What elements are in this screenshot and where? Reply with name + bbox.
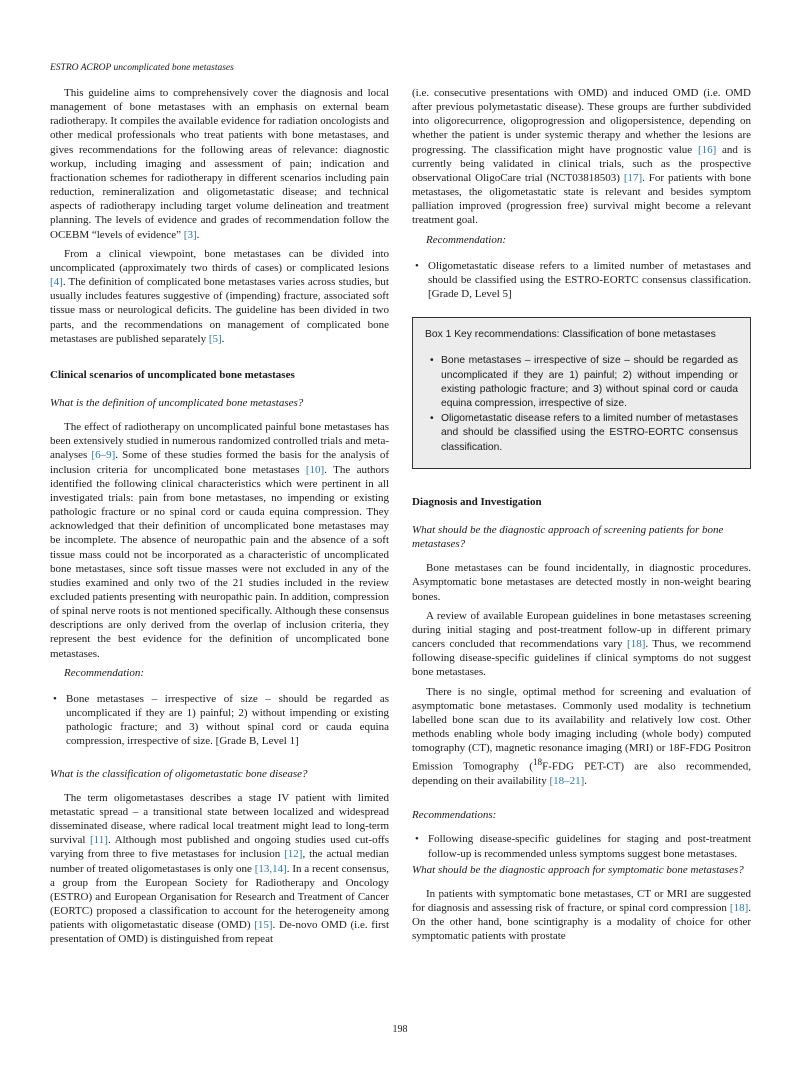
citation-link[interactable]: [13,14]	[254, 862, 287, 875]
section-heading: Clinical scenarios of uncomplicated bone metastases	[50, 368, 295, 381]
key-recommendations-box	[412, 317, 751, 469]
paragraph: There is no single, optimal method for screening and evaluation of asymptomatic bone metastases. Commonly used modality is technetium labelled bone scan due to its availability and relatively low cost. Other methods enabling whole body imaging including (whole body) computed tomography (CT), magnetic resonance imaging (MRI) or 18F-FDG Positron Emission Tomography ($^{18}$F-FDG PET-CT) are also recommended, depending on their availability [18–21].	[412, 685, 751, 788]
question-heading: What should be the diagnostic approach for symptomatic bone metastases?	[412, 863, 744, 876]
question-heading: What should be the diagnostic approach of screening patients for bone metastases?	[412, 523, 724, 551]
recommendation-item: • Oligometastatic disease refers to a limited number of metastases and should be classified using the ESTRO-EORTC consensus classification. [Grade D, Level 5]	[428, 259, 751, 301]
recommendation-list	[50, 692, 389, 749]
box-item: • Bone metastases – irrespective of size – should be regarded as uncomplicated if they are 1) painful; 2) without impending or existing pathologic fracture; and 3) without spinal cord or cauda equina compression, irrespective of size.	[441, 354, 738, 411]
citation-link[interactable]: [15]	[254, 919, 273, 932]
right-column	[412, 86, 751, 949]
left-column	[50, 86, 389, 951]
question-heading: What is the definition of uncomplicated bone metastases?	[50, 396, 304, 409]
citation-link[interactable]: [11]	[90, 834, 108, 847]
recommendation-label: Recommendation:	[64, 666, 145, 679]
citation-link[interactable]: [10]	[305, 463, 325, 476]
question-heading: What is the classification of oligometastatic bone disease?	[50, 767, 308, 780]
recommendations-label: Recommendations:	[412, 809, 497, 822]
paragraph: Bone metastases can be found incidentally, in diagnostic procedures. Asymptomatic bone metastases are detected mostly in non-weight bearing bones.	[412, 562, 751, 603]
paragraph: From a clinical viewpoint, bone metastases can be divided into uncomplicated (approximately two thirds of cases) or complicated lesions [4]. The definition of complicated bone metastases varies across studies, but usually includes features suggestive of (impending) fracture, associated soft tissue mass or neurological deficits. The guideline has been divided in two parts, and the recommendations on management of complicated bone metastases are published separately [5].	[50, 247, 389, 345]
paragraph: In patients with symptomatic bone metastases, CT or MRI are suggested for diagnosis and assessing risk of fracture, or spinal cord compression [18]. On the other hand, bone scintigraphy is a modality of choice for other symptomatic patients with prostate	[412, 887, 751, 943]
page-number: 198	[392, 1024, 408, 1035]
recommendation-list	[412, 259, 751, 301]
citation-link[interactable]: [17]	[623, 171, 643, 184]
paragraph: The effect of radiotherapy on uncomplicated painful bone metastases has been extensively studied in numerous randomized controlled trials and meta-analyses [6–9]. Some of these studies formed the basis for the analysis of inclusion criteria for uncomplicated bone metastases [10]. The authors identified the following clinical characteristics which were pertinent in all investigated trials: pain from bone metastases, no impending or existing pathologic fracture or no spinal cord or cauda equina compression. They acknowledged that their definition of uncomplicated bone metastases may be incomplete. The absence of neuropathic pain and the absence of a soft tissue mass could not be incorporated as a characteristic of uncomplicated bone metastases, since soft tissue masses were not excluded in any of the studies examined and only two of the 21 studies included in the review excluded patients presenting with neuropathic pain. In addition, compression of spinal nerve roots is not mentioned specifically. Although these consensus descriptions are only derived from the overlap of inclusion criteria, they represent the best evidence for the definition of uncomplicated bone metastases.	[50, 421, 390, 660]
citation-link[interactable]: [12]	[284, 848, 303, 861]
citation-link[interactable]: [18]	[729, 902, 749, 915]
superscript: 18	[532, 757, 543, 768]
recommendation-item: • Bone metastases – irrespective of size – should be regarded as uncomplicated if they are 1) painful; 2) without impending or existing pathologic fracture; and 3) without spinal cord or cauda equina compression, irrespective of size. [Grade B, Level 1]	[66, 692, 389, 749]
paragraph: (i.e. consecutive presentations with OMD) and induced OMD (i.e. OMD after previous polymetastatic disease). These groups are further subdivided into oligorecurrence, oligoprogression and oligopersistence, depending on whether the patient is under systemic therapy and whether the lesions are progressing. The classification might have prognostic value [16] and is currently being validated in clinical trials, such as the prospective observational OligoCare trial (NCT03818503) [17]. For patients with bone metastases, the oligometastatic state is relevant and besides symptom palliation improved (progression free) survival might become a relevant treatment goal.	[412, 87, 752, 227]
paragraph: A review of available European guidelines in bone metastases screening during initial staging and post-treatment follow-up in different primary cancers concluded that recommendations vary [18]. Thus, we recommend following disease-specific guidelines if clinical symptoms do not suggest bone metastases.	[412, 609, 751, 679]
box-title: Box 1 Key recommendations: Classification of bone metastases	[425, 329, 716, 341]
citation-link[interactable]: [6–9]	[91, 449, 116, 462]
citation-link[interactable]: [18]	[627, 638, 646, 651]
paragraph: This guideline aims to comprehensively cover the diagnosis and local management of bone metastases with an emphasis on external beam radiotherapy. It compiles the available evidence for radiation oncologists and other medical professionals who treat patients with bone metastases, and gives recommendations for the following areas of relevance: diagnostic workup, including imaging and assessment of pain; indication and fractionation schemes for radiotherapy in different scenarios including pain reduction, remineralization and oligometastatic disease; and technical aspects of radiotherapy including target volume delineation and treatment planning. The levels of evidence and grades of recommendation follow the OCEBM “levels of evidence” [3].	[50, 87, 389, 241]
box-list	[425, 354, 738, 454]
citation-link[interactable]: [5]	[208, 332, 222, 345]
citation-link[interactable]: [4]	[50, 276, 63, 289]
recommendation-list	[412, 832, 751, 860]
recommendation-label: Recommendation:	[426, 233, 507, 246]
citation-link[interactable]: [18–21]	[549, 775, 585, 788]
citation-link[interactable]: [3]	[183, 228, 197, 241]
section-heading: Diagnosis and Investigation	[412, 495, 542, 508]
recommendation-item: • Following disease-specific guidelines for staging and post-treatment follow-up is recommended unless symptoms suggest bone metastases.	[428, 832, 751, 860]
running-head: ESTRO ACROP uncomplicated bone metastases	[50, 63, 234, 73]
box-item: • Oligometastatic disease refers to a limited number of metastases and should be classified using the ESTRO-EORTC consensus classification.	[441, 412, 738, 455]
paragraph: The term oligometastases describes a stage IV patient with limited metastatic spread – a transitional state between localized and widespread disseminated disease, where radical local treatment might lead to long-term survival [11]. Although most published and ongoing studies used cut-offs varying from three to five metastases for inclusion [12], the actual median number of treated oligometastases is only one [13,14]. In a recent consensus, a group from the European Society for Radiotherapy and Oncology (ESTRO) and European Organisation for Research and Treatment of Cancer (EORTC) proposed a classification to account for the heterogeneity among patients with oligometastatic disease (OMD) [15]. De-novo OMD (i.e. first presentation of OMD) is distinguished from repeat	[50, 791, 390, 946]
citation-link[interactable]: [16]	[697, 143, 717, 156]
